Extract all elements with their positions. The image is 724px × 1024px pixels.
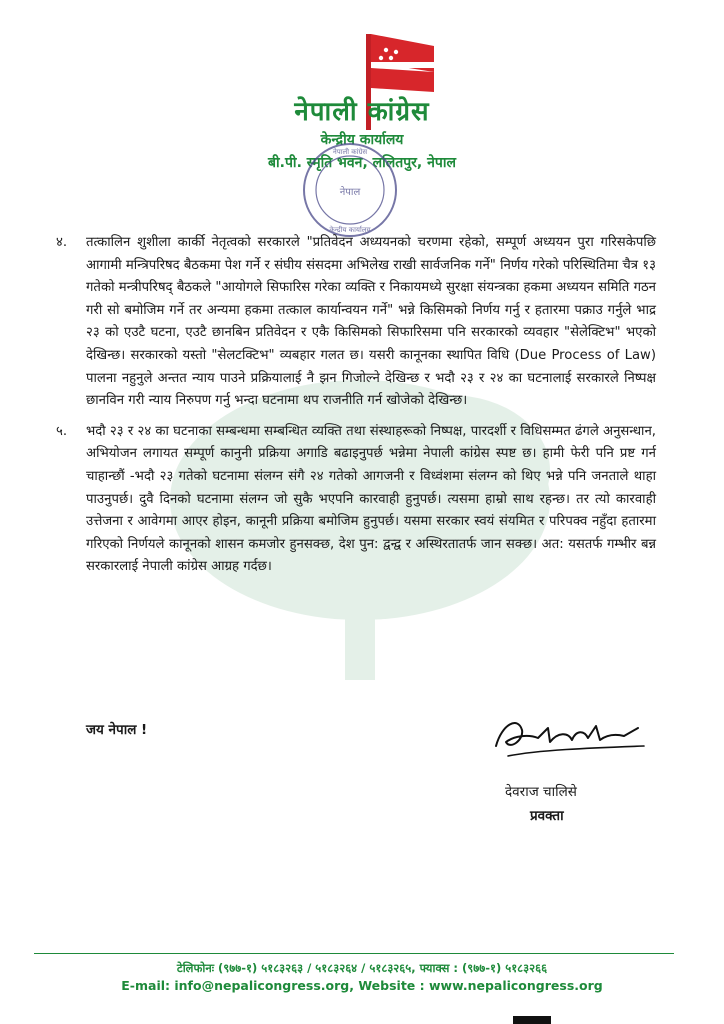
paragraph-text: भदौ २३ र २४ का घटनाका सम्बन्धमा सम्बन्धित व्यक्ति तथा संस्थाहरूको निष्पक्ष, पारदर्शी र विधिसम्मत ढंगले अनुसन्धान, अभियोजन लगायत सम्पूर्ण कानुनी प्रक्रिया अगाडि बढाइनुपर्छ भन्नेमा नेपाली कांग्रेस स्पष्ट छ। हामी फेरी पनि प्रष्ट गर्न चाहान्छौं -भदौ २३ गतेको घटनामा संलग्न संगै २४ गतेको आगजनी र विध्वंशमा संलग्न को थिए भन्ने पनि जनताले थाहा पाउनुपर्छ। दुवै दिनको घटनामा संलग्न जो सुकै भएपनि कारवाही हुनुपर्छ। त्यसमा हाम्रो साथ रहन्छ। तर त्यो कारवाही उत्तेजना र आवेगमा आएर होइन, कानूनी प्रक्रिया बमोजिम हुनुपर्छ। यसमा सरकार स्वयं संयमित र परिपक्व नहुँदा हतारमा गरिएको निर्णयले कानूनको शासन कमजोर हुनसक्छ, देश पुन: द्वन्द्व र अस्थिरतातर्फ जान सक्छ। अत: यसतर्फ गम्भीर बन्न सरकारलाई नेपाली कांग्रेस आग्रह गर्दछ।	[86, 423, 656, 575]
party-name: नेपाली कांग्रेस	[294, 97, 430, 127]
stamp-center-text: नेपाल	[339, 187, 361, 198]
signer-title: प्रवक्ता	[530, 808, 564, 824]
paragraph-4	[56, 232, 656, 413]
footer-contact-phone: टेलिफोनः (९७७-१) ५१८३२६३ / ५१८३२६४ / ५१८३२६५, फ्याक्स : (९७७-१) ५१८३२६६	[176, 961, 548, 975]
office-address: बी.पी. स्मृति भवन, ललितपुर, नेपाल	[268, 155, 456, 171]
corner-mark	[513, 1016, 551, 1024]
stamp-ring-bottom-text: केन्द्रीय कार्यालय	[329, 226, 371, 234]
footer-contact-web: E-mail: info@nepalicongress.org, Website : www.nepalicongress.org	[121, 978, 603, 993]
paragraph-number: ४.	[56, 235, 68, 250]
office-name: केन्द्रीय कार्यालय	[320, 132, 404, 148]
footer-divider	[34, 953, 674, 954]
stamp-ring-top-text: नेपाली कांग्रेस	[332, 148, 368, 156]
paragraph-number: ५.	[56, 423, 68, 439]
paragraph-text: तत्कालिन शुशीला कार्की नेतृत्वको सरकारले "प्रतिवेदन अध्ययनको चरणमा रहेको, सम्पूर्ण अध्ययन पुरा गरिसकेपछि आगामी मन्त्रिपरिषद बैठकमा पेश गर्ने र संघीय संसदमा अभिलेख राखी सार्वजनिक गर्ने" निर्णय गरेको परिस्थितिमा चैत्र १३ गतेको मन्त्रीपरिषद् बैठकले "आयोगले सिफारिस गरेका व्यक्ति र निकायमध्ये सुरक्षा संयन्त्रका हकमा अध्ययन समिति गठन गरी सो बमोजिम गर्ने तर अन्यमा हकमा तत्काल कार्यान्वयन गर्ने" भन्ने किसिमको निर्णय गर्नु र हतारमा पक्राउ गर्नुले भाद्र २३ को एउटै घटना, एउटै छानबिन प्रतिवेदन र एकै किसिमको सिफारिसमा पनि सरकारको व्यवहार "सेलेक्टिभ" भएको देखिन्छ। सरकारको यस्तो "सेलटक्टिभ" व्यबहार गलत छ। यसरी कानूनका स्थापित विधि (Due Process of Law) पालना नहुनुले अन्तत न्याय पाउने प्रक्रियालाई नै झन गिजोल्ने देखिन्छ र भदौ २३ र २४ का घटनालाई सरकारले निष्पक्ष छानविन गरी न्याय निरुपण गर्नु भन्दा घटनामा थप राजनीति गर्न खोजेको देखिन्छ।	[86, 235, 656, 409]
signer-name: देवराज चालिसे	[505, 784, 577, 800]
paragraph-5	[56, 421, 656, 579]
office-stamp	[300, 140, 400, 240]
closing-salutation: जय नेपाल !	[86, 722, 148, 738]
letter-body	[56, 232, 656, 587]
handwritten-signature	[488, 706, 648, 766]
